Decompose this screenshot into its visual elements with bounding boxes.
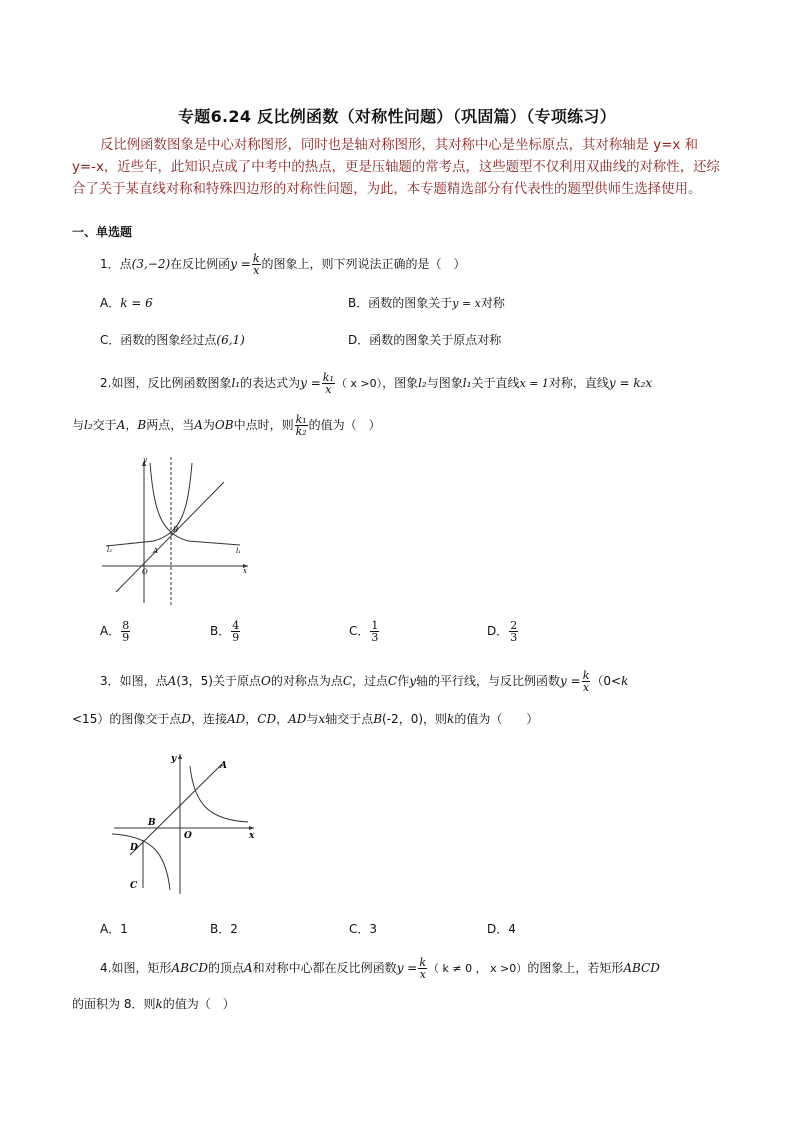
math-CD: CD bbox=[257, 712, 277, 726]
math-k: k bbox=[621, 674, 629, 688]
hyperbola-branch-1 bbox=[190, 766, 248, 822]
stem-text: 如图，点 bbox=[119, 674, 168, 688]
label-A: A bbox=[153, 547, 159, 555]
fraction-k-over-x bbox=[418, 957, 427, 980]
option-label: D．函数的图象关于原点对称 bbox=[348, 333, 502, 347]
math-OB: OB bbox=[214, 418, 234, 432]
stem-text: （0< bbox=[591, 674, 622, 688]
fraction-k-over-x bbox=[582, 670, 591, 693]
question-2-stem-line1 bbox=[100, 372, 652, 395]
q2-option-d[interactable] bbox=[487, 620, 519, 643]
math-x-equals-1: x = 1 bbox=[519, 377, 549, 390]
curve-l2 bbox=[106, 463, 192, 546]
stem-text: 对称，直线 bbox=[548, 376, 609, 390]
q3-option-c[interactable]: C．3 bbox=[349, 922, 378, 936]
fraction-denominator: x bbox=[419, 968, 426, 981]
math-B: B bbox=[373, 712, 383, 726]
fraction-numerator: k bbox=[582, 669, 590, 682]
math-point: (-2，0) bbox=[382, 712, 424, 726]
math-AD: AD bbox=[226, 712, 246, 726]
stem-text: 的图象上，若矩形 bbox=[527, 961, 624, 975]
math-l2: l₂ bbox=[418, 376, 427, 390]
option-fraction bbox=[121, 620, 130, 643]
math-condition: （ k ≠ 0 ， x >0） bbox=[428, 962, 528, 975]
stem-text: 与 bbox=[306, 712, 319, 726]
stem-text: 交于 bbox=[92, 418, 117, 432]
math-l2: l₂ bbox=[84, 418, 93, 432]
fraction-denominator: 3 bbox=[510, 631, 518, 644]
section-heading: 一、单选题 bbox=[72, 225, 133, 239]
math-line-eq: y = k₂x bbox=[608, 376, 653, 390]
math-ABCD: ABCD bbox=[623, 961, 660, 975]
math-A: A bbox=[167, 674, 177, 688]
label-A: A bbox=[220, 761, 227, 771]
fraction-k-over-x bbox=[252, 253, 261, 276]
stem-text: 的面积为 8．则 bbox=[72, 997, 156, 1011]
stem-text: ， bbox=[125, 418, 138, 432]
stem-text: 关于原点 bbox=[212, 674, 261, 688]
stem-text: 和对称中心都在反比例函数 bbox=[252, 961, 397, 975]
x-axis-arrow bbox=[249, 826, 254, 830]
curve-l1 bbox=[150, 463, 240, 545]
stem-text: 为 bbox=[202, 418, 215, 432]
label-D: D bbox=[130, 843, 138, 853]
label-l2: l₂ bbox=[107, 546, 113, 554]
stem-text: 关于直线 bbox=[471, 376, 520, 390]
q1-option-d[interactable] bbox=[348, 331, 501, 348]
stem-text: 中点时，则 bbox=[233, 418, 294, 432]
stem-text: <15）的图像交于点 bbox=[72, 712, 182, 726]
stem-text: ，过点 bbox=[352, 674, 389, 688]
q1-option-b[interactable] bbox=[348, 294, 505, 311]
label-x: x bbox=[249, 831, 255, 841]
math-y-equals: y = bbox=[300, 376, 321, 390]
fraction-numerator: 2 bbox=[510, 619, 518, 632]
page-title: 专题6.24 反比例函数（对称性问题）（巩固篇）（专项练习） bbox=[177, 107, 617, 126]
fraction-k1-over-x bbox=[322, 372, 335, 395]
fraction-denominator: x bbox=[582, 681, 590, 694]
stem-text: 在反比例函 bbox=[170, 257, 231, 271]
math-point: (3，5) bbox=[176, 674, 213, 688]
math-l1: l₁ bbox=[231, 376, 241, 390]
fraction-k1-over-k2 bbox=[295, 414, 308, 437]
question-3-stem-line2 bbox=[72, 711, 538, 727]
stem-text: ，则 bbox=[423, 712, 448, 726]
fraction-numerator: k bbox=[419, 956, 427, 969]
fraction-numerator: k bbox=[252, 252, 260, 265]
math-y-equals: y = bbox=[560, 674, 581, 688]
question-4-stem-line1 bbox=[100, 957, 660, 980]
option-fraction bbox=[231, 620, 240, 643]
label-B: B bbox=[148, 818, 156, 828]
option-label: A． bbox=[100, 624, 121, 638]
stem-text: 的表达式为 bbox=[240, 376, 301, 390]
option-fraction bbox=[370, 620, 379, 643]
q2-option-c[interactable] bbox=[349, 620, 380, 643]
option-math: y = x bbox=[452, 297, 481, 310]
label-x: x bbox=[243, 567, 247, 575]
stem-text: ， bbox=[245, 712, 258, 726]
math-ABCD: ABCD bbox=[171, 961, 208, 975]
fraction-denominator: 9 bbox=[122, 631, 130, 644]
math-condition: （ x >0） bbox=[335, 377, 383, 390]
question-number: 1． bbox=[100, 257, 120, 271]
label-C: C bbox=[130, 881, 138, 891]
stem-text: 的顶点 bbox=[207, 961, 244, 975]
math-y-equals: y = bbox=[396, 961, 418, 975]
math-y: y bbox=[409, 674, 417, 688]
math-C: C bbox=[342, 674, 353, 688]
option-label: D． bbox=[487, 624, 509, 638]
q2-option-b[interactable] bbox=[210, 620, 241, 643]
fraction-denominator: 9 bbox=[232, 631, 240, 644]
stem-text: 两点，当 bbox=[146, 418, 195, 432]
math-A: A bbox=[194, 418, 203, 432]
stem-text: 点 bbox=[119, 257, 132, 271]
stem-text: 作 bbox=[397, 674, 410, 688]
q1-option-c[interactable] bbox=[100, 331, 245, 348]
fraction-denominator: k₂ bbox=[295, 425, 307, 438]
label-B: B bbox=[173, 526, 179, 534]
stem-text: 的对称点为点 bbox=[270, 674, 343, 688]
stem-text: 的值为（ ） bbox=[454, 712, 539, 726]
math-k: k bbox=[155, 997, 163, 1011]
question-1-stem bbox=[100, 253, 466, 276]
stem-text: ，连接 bbox=[190, 712, 227, 726]
fraction-numerator: k₁ bbox=[322, 371, 334, 384]
option-label: C． bbox=[349, 624, 370, 638]
option-label: A． bbox=[100, 296, 121, 310]
question-2-stem-line2 bbox=[72, 414, 381, 437]
fraction-numerator: 8 bbox=[122, 619, 130, 632]
math-y-equals: y = bbox=[230, 257, 251, 271]
math-AD: AD bbox=[288, 712, 307, 726]
stem-text: 的值为（ ） bbox=[308, 418, 381, 432]
q3-option-d[interactable]: D．4 bbox=[487, 922, 516, 936]
option-label: B． bbox=[210, 624, 231, 638]
q2-option-a[interactable] bbox=[100, 620, 131, 643]
math-B: B bbox=[137, 418, 147, 432]
intro-paragraph: 反比例函数图象是中心对称图形，同时也是轴对称图形，其对称中心是坐标原点，其对称轴是 y=x 和 y=-x，近些年，此知识点成了中考中的热点，更是压轴题的常考点，这些题型不仅利用双曲线的对称性，还综合了关于某直线对称和特殊四边形的对称性问题，为此，本专题精选部分有代表性的题型供师生选择使用。 bbox=[72, 138, 720, 197]
stem-text: 如图，矩形 bbox=[111, 961, 172, 975]
option-math: (6,1) bbox=[216, 333, 245, 347]
stem-text: 轴的平行线，与反比例函数 bbox=[416, 674, 561, 688]
q1-option-a[interactable] bbox=[100, 294, 153, 311]
stem-text: 如图，反比例函数图象 bbox=[111, 376, 232, 390]
math-point: (3,−2) bbox=[131, 257, 171, 271]
stem-text: 的图象上，则下列说法正确的是（ ） bbox=[261, 257, 466, 271]
q3-option-a[interactable]: A．1 bbox=[100, 922, 128, 936]
math-O: O bbox=[260, 674, 271, 688]
math-l1: l₁ bbox=[462, 376, 472, 390]
label-y: y bbox=[143, 456, 147, 464]
label-y: y bbox=[171, 754, 177, 764]
math-D: D bbox=[181, 712, 191, 726]
stem-text: 轴交于点 bbox=[325, 712, 374, 726]
label-l1: l₁ bbox=[236, 547, 242, 555]
q2-figure bbox=[98, 455, 254, 607]
question-4-stem-line2 bbox=[72, 996, 235, 1012]
question-number: 4. bbox=[100, 961, 112, 975]
label-O: O bbox=[142, 568, 148, 576]
q3-figure bbox=[108, 748, 260, 898]
q3-option-b[interactable]: B．2 bbox=[210, 922, 238, 936]
math-x: x bbox=[318, 712, 326, 726]
stem-text: ， bbox=[276, 712, 289, 726]
question-number: 3． bbox=[100, 674, 120, 688]
option-text: 对称 bbox=[480, 296, 505, 310]
stem-text: 与 bbox=[72, 418, 85, 432]
math-A: A bbox=[116, 418, 126, 432]
question-number: 2. bbox=[100, 376, 112, 390]
fraction-denominator: x bbox=[253, 264, 260, 277]
option-label: C．函数的图象经过点 bbox=[100, 333, 217, 347]
fraction-numerator: k₁ bbox=[295, 413, 307, 426]
option-fraction bbox=[509, 620, 518, 643]
option-math: k = 6 bbox=[120, 296, 153, 310]
y-axis-arrow bbox=[178, 754, 182, 759]
math-k: k bbox=[447, 712, 455, 726]
question-3-stem-line1 bbox=[100, 670, 628, 693]
label-O: O bbox=[184, 831, 192, 841]
fraction-denominator: 3 bbox=[371, 631, 379, 644]
option-label: B．函数的图象关于 bbox=[348, 296, 453, 310]
fraction-denominator: x bbox=[325, 383, 332, 396]
fraction-numerator: 1 bbox=[371, 619, 379, 632]
math-A: A bbox=[244, 961, 253, 975]
fraction-numerator: 4 bbox=[232, 619, 240, 632]
math-C: C bbox=[388, 674, 398, 688]
stem-text: 与图象 bbox=[426, 376, 463, 390]
stem-text: 的值为（ ） bbox=[162, 997, 235, 1011]
stem-text: ，图象 bbox=[382, 376, 419, 390]
line-y-k2x bbox=[116, 482, 224, 592]
hyperbola-branch-3 bbox=[112, 834, 170, 890]
